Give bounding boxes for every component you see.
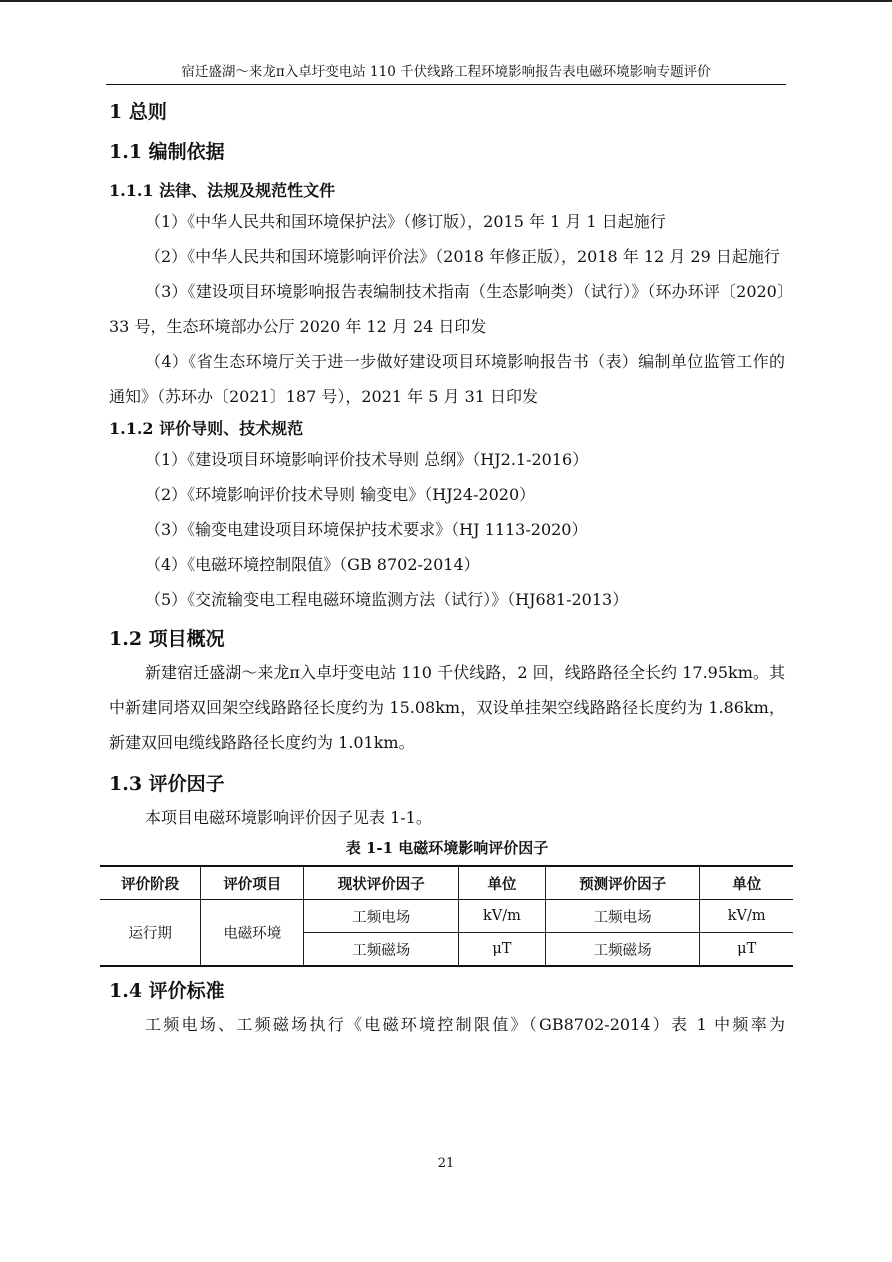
evaluation-factor-paragraph: 本项目电磁环境影响评价因子见表 1-1。 xyxy=(145,808,432,827)
section-1-1-2-title: 1.1.2 评价导则、技术规范 xyxy=(109,419,304,438)
table-cell: 工频磁场 xyxy=(545,933,700,967)
laws-list xyxy=(109,204,785,414)
table-caption: 表 1-1 电磁环境影响评价因子 xyxy=(345,839,549,857)
list-item: （2）《环境影响评价技术导则 输变电》（HJ24-2020） xyxy=(145,485,536,504)
list-item: （1）《建设项目环境影响评价技术导则 总纲》（HJ2.1-2016） xyxy=(145,450,589,469)
table-cell: μT xyxy=(459,933,546,967)
table-cell: kV/m xyxy=(459,900,546,933)
table-row xyxy=(100,900,793,933)
document-body xyxy=(109,100,785,1042)
section-1-1-1-title: 1.1.1 法律、法规及规范性文件 xyxy=(109,181,336,200)
table-header-cell: 单位 xyxy=(459,866,546,900)
list-item: （3）《建设项目环境影响报告表编制技术指南（生态影响类）（试行）》（环办环评〔2020〕33 号，生态环境部办公厅 2020 年 12 月 24 日印发 xyxy=(109,282,785,336)
list-item: （4）《省生态环境厅关于进一步做好建设项目环境影响报告书（表）编制单位监管工作的通知》（苏环办〔2021〕187 号），2021 年 5 月 31 日印发 xyxy=(109,352,785,406)
guidelines-list xyxy=(109,442,785,617)
list-item: （1）《中华人民共和国环境保护法》（修订版），2015 年 1 月 1 日起施行 xyxy=(145,212,666,231)
table-cell: μT xyxy=(700,933,793,967)
table-cell-stage: 运行期 xyxy=(100,900,201,967)
section-1-3-title: 1.3 评价因子 xyxy=(109,773,225,795)
section-1-1-title: 1.1 编制依据 xyxy=(109,141,225,163)
table-cell: 工频电场 xyxy=(545,900,700,933)
section-1-4-title: 1.4 评价标准 xyxy=(109,980,225,1002)
table-header-cell: 评价项目 xyxy=(201,866,304,900)
page-top-border xyxy=(0,0,892,2)
table-header-cell: 现状评价因子 xyxy=(304,866,459,900)
table-cell-item: 电磁环境 xyxy=(201,900,304,967)
table-header-row xyxy=(100,866,793,900)
list-item: （4）《电磁环境控制限值》（GB 8702-2014） xyxy=(145,555,480,574)
table-header-cell: 单位 xyxy=(700,866,793,900)
table-header-cell: 评价阶段 xyxy=(100,866,201,900)
section-1-title: 1 总则 xyxy=(109,101,167,123)
list-item: （5）《交流输变电工程电磁环境监测方法（试行）》（HJ681-2013） xyxy=(145,590,629,609)
running-header: 宿迁盛湖～来龙π入卓圩变电站 110 千伏线路工程环境影响报告表电磁环境影响专题评价 xyxy=(106,63,786,85)
page-number: 21 xyxy=(437,1156,455,1171)
evaluation-factor-table xyxy=(100,865,793,967)
list-item: （2）《中华人民共和国环境影响评价法》（2018 年修正版），2018 年 12 月 29 日起施行 xyxy=(145,247,780,266)
table-cell: kV/m xyxy=(700,900,793,933)
evaluation-standard-paragraph: 工频电场、工频磁场执行《电磁环境控制限值》（GB8702-2014）表 1 中频率为 xyxy=(145,1015,785,1034)
project-overview-paragraph: 新建宿迁盛湖～来龙π入卓圩变电站 110 千伏线路，2 回，线路路径全长约 17.95km。其中新建同塔双回架空线路路径长度约为 15.08km，双设单挂架空线路路径长度约为 1.86km，新建双回电缆线路路径长度约为 1.01km。 xyxy=(109,663,785,752)
section-1-2-title: 1.2 项目概况 xyxy=(109,628,225,650)
list-item: （3）《输变电建设项目环境保护技术要求》（HJ 1113-2020） xyxy=(145,520,588,539)
table-cell: 工频磁场 xyxy=(304,933,459,967)
table-header-cell: 预测评价因子 xyxy=(545,866,700,900)
table-cell: 工频电场 xyxy=(304,900,459,933)
